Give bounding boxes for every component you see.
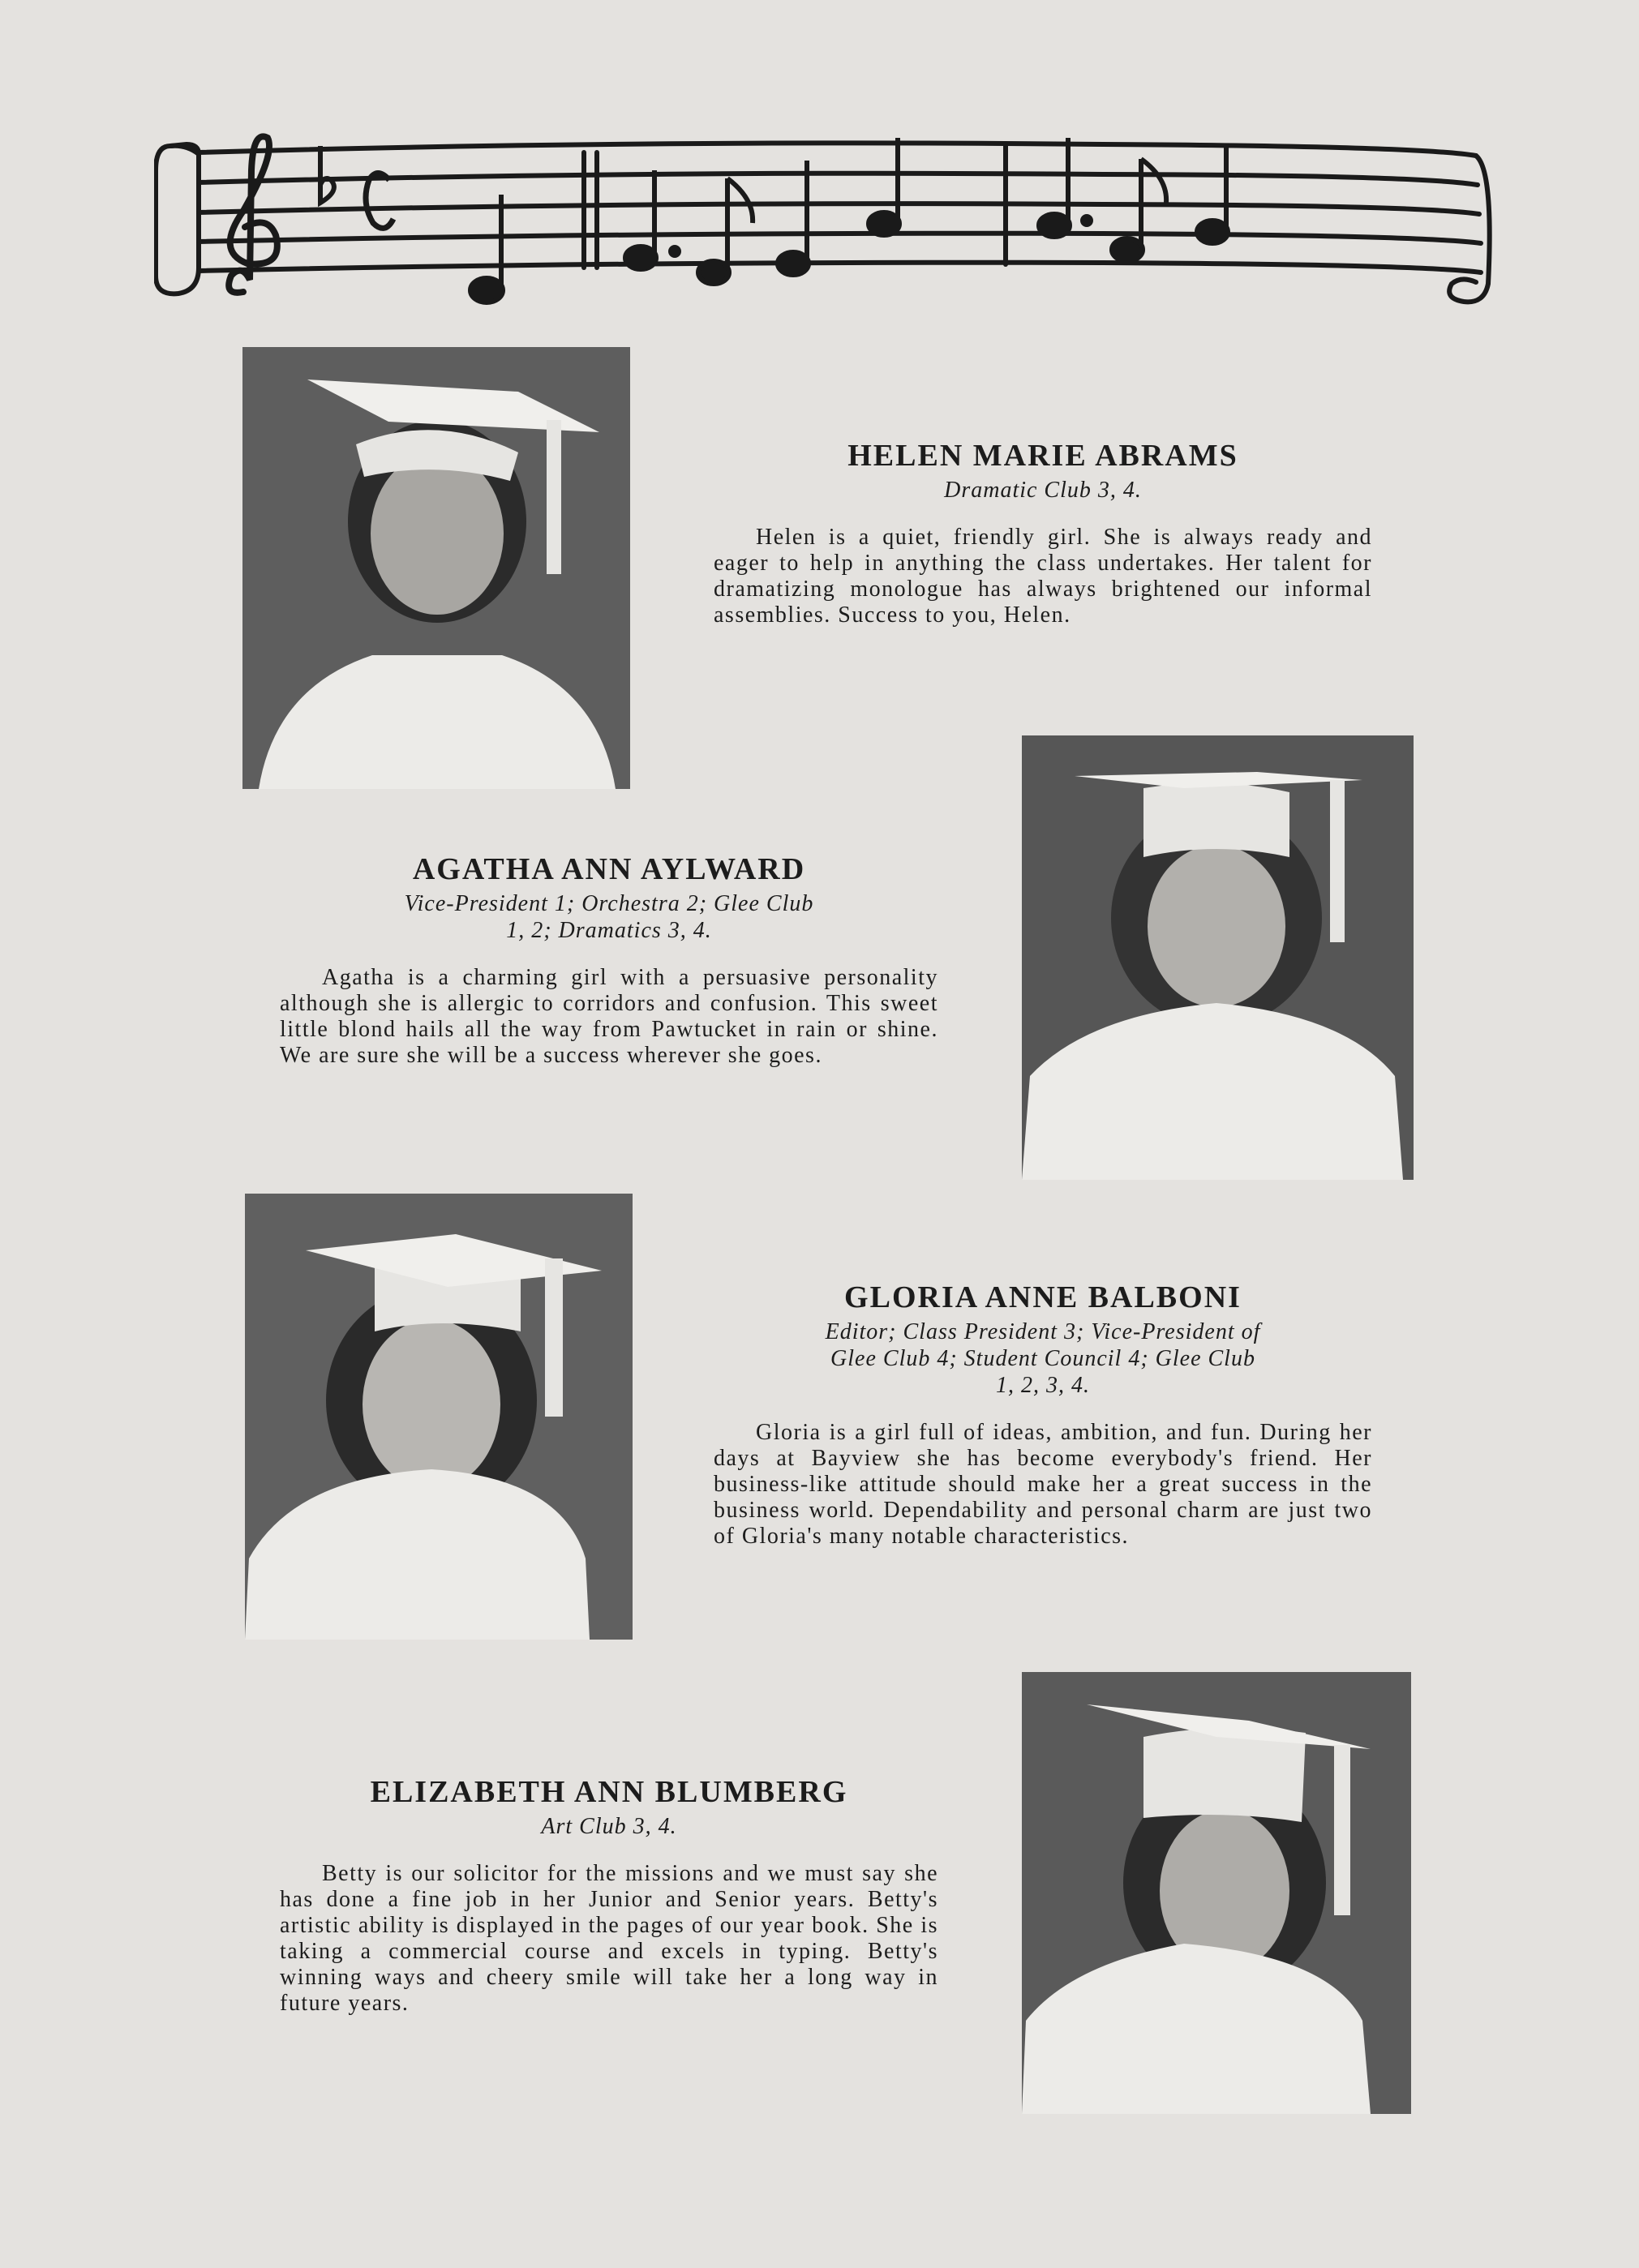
- portrait-photo: [1022, 1672, 1411, 2114]
- music-staff-banner: [154, 122, 1492, 316]
- student-entry: [280, 1774, 938, 2017]
- student-name: GLORIA ANNE BALBONI: [844, 1280, 1242, 1314]
- common-time-icon: [366, 174, 393, 229]
- student-entry: [714, 1280, 1372, 1550]
- student-entry: [280, 851, 938, 1069]
- student-activities: Vice-President 1; Orchestra 2; Glee Club 1, 2; Dramatics 3, 4.: [404, 891, 814, 943]
- student-activities: Editor; Class President 3; Vice-President of Glee Club 4; Student Council 4; Glee Club 1, 2, 3, 4.: [825, 1319, 1261, 1398]
- student-bio: Gloria is a girl full of ideas, ambition, and fun. During her days at Bayview she has become everybody's friend. Her business-like attitude should make her a great success in the business world. Dependability and personal charm are just two of Gloria's many notable characteristics.: [714, 1420, 1372, 1549]
- portrait-photo: [245, 1194, 633, 1640]
- flat-sign-icon: [320, 146, 334, 203]
- student-name: AGATHA ANN AYLWARD: [412, 852, 806, 886]
- student-name: HELEN MARIE ABRAMS: [847, 439, 1238, 473]
- student-bio: Betty is our solicitor for the missions and we must say she has done a fine job in her Junior and Senior years. Betty's artistic ability is displayed in the pages of our year book. She is taking a commercial course and excels in typing. Betty's winning ways and cheery smile will take her a long way in future years.: [280, 1861, 938, 2016]
- student-name: ELIZABETH ANN BLUMBERG: [370, 1775, 848, 1809]
- portrait-photo: [1022, 735, 1414, 1180]
- student-entry: [714, 438, 1372, 628]
- student-bio: Helen is a quiet, friendly girl. She is always ready and eager to help in anything the class undertakes. Her talent for dramatizing monologue has always brightened our informal assemblies. Success to you, Helen.: [714, 525, 1372, 628]
- student-activities: Dramatic Club 3, 4.: [944, 478, 1142, 503]
- student-bio: Agatha is a charming girl with a persuasive personality although she is allergic to corridors and confusion. This sweet little blond hails all the way from Pawtucket in rain or shine. We are sure she will be a success wherever she goes.: [280, 965, 938, 1068]
- student-activities: Art Club 3, 4.: [541, 1814, 677, 1839]
- portrait-photo: [242, 347, 630, 789]
